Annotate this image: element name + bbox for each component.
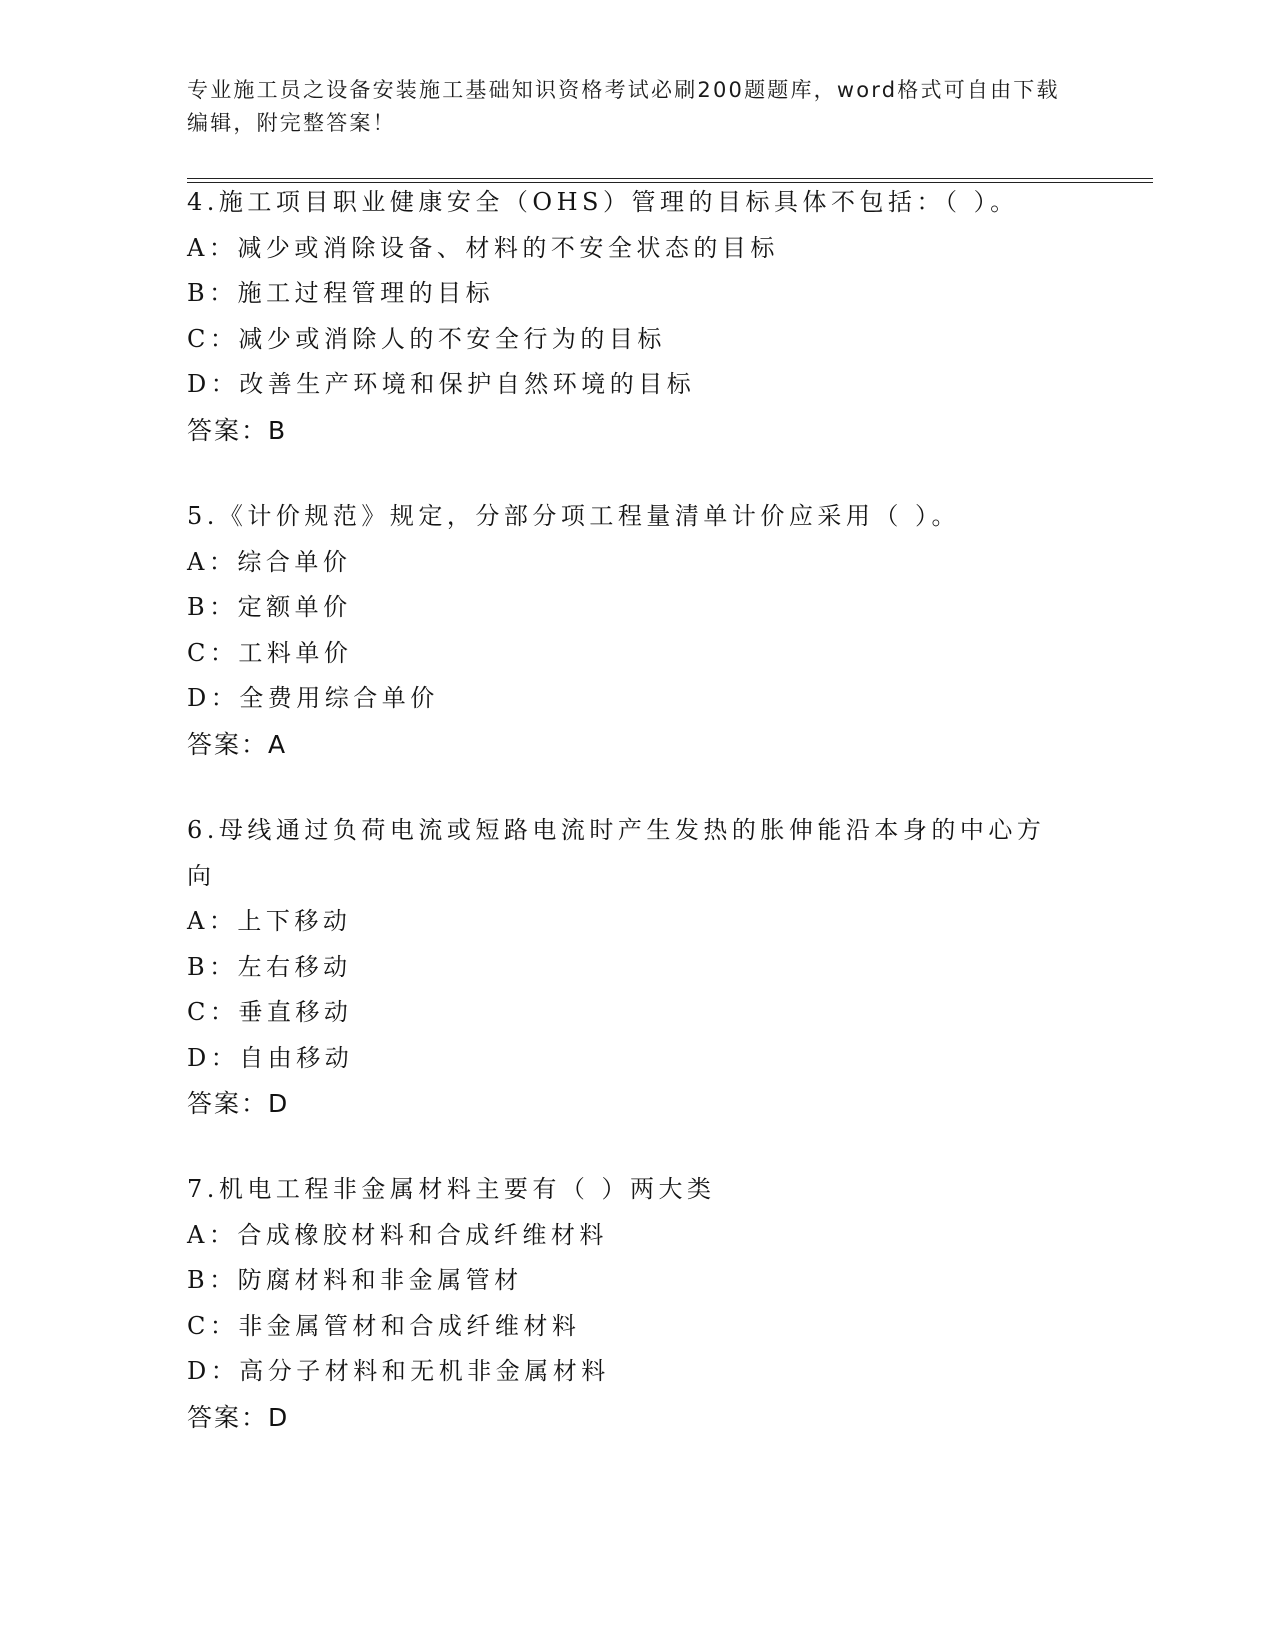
question-6	[187, 808, 1087, 1127]
option-a: A：合成橡胶材料和合成纤维材料	[187, 1220, 608, 1249]
question-stem: 7.机电工程非金属材料主要有（ ）两大类	[187, 1175, 716, 1203]
option-a: A：综合单价	[187, 547, 352, 576]
question-4	[187, 180, 1087, 453]
answer-text: 答案：D	[187, 1402, 290, 1432]
option-c: C：减少或消除人的不安全行为的目标	[187, 324, 666, 353]
question-stem: 5.《计价规范》规定，分部分项工程量清单计价应采用（ ）。	[187, 502, 961, 530]
option-a: A：减少或消除设备、材料的不安全状态的目标	[187, 233, 779, 262]
option-c: C：非金属管材和合成纤维材料	[187, 1311, 581, 1340]
question-stem: 4.施工项目职业健康安全（OHS）管理的目标具体不包括：（ ）。	[187, 188, 1019, 216]
answer-text: 答案：B	[187, 415, 288, 445]
document-header: 专业施工员之设备安装施工基础知识资格考试必刷200题题库，word格式可自由下载编辑，附完整答案！	[187, 78, 1060, 135]
question-7	[187, 1167, 1087, 1440]
question-5	[187, 494, 1087, 767]
option-d: D：改善生产环境和保护自然环境的目标	[187, 370, 696, 398]
answer-text: 答案：D	[187, 1089, 290, 1118]
option-d: D：自由移动	[187, 1043, 354, 1072]
option-d: D：全费用综合单价	[187, 684, 439, 712]
option-c: C：工料单价	[187, 638, 353, 667]
option-b: B：定额单价	[187, 593, 352, 621]
option-b: B：防腐材料和非金属管材	[187, 1266, 523, 1294]
option-c: C：垂直移动	[187, 998, 353, 1026]
option-b: B：左右移动	[187, 952, 352, 981]
option-d: D：高分子材料和无机非金属材料	[187, 1357, 610, 1385]
answer-text: 答案：A	[187, 729, 288, 759]
question-stem: 6.母线通过负荷电流或短路电流时产生发热的胀伸能沿本身的中心方向	[187, 816, 1046, 890]
option-b: B：施工过程管理的目标	[187, 279, 495, 307]
option-a: A：上下移动	[187, 907, 352, 935]
